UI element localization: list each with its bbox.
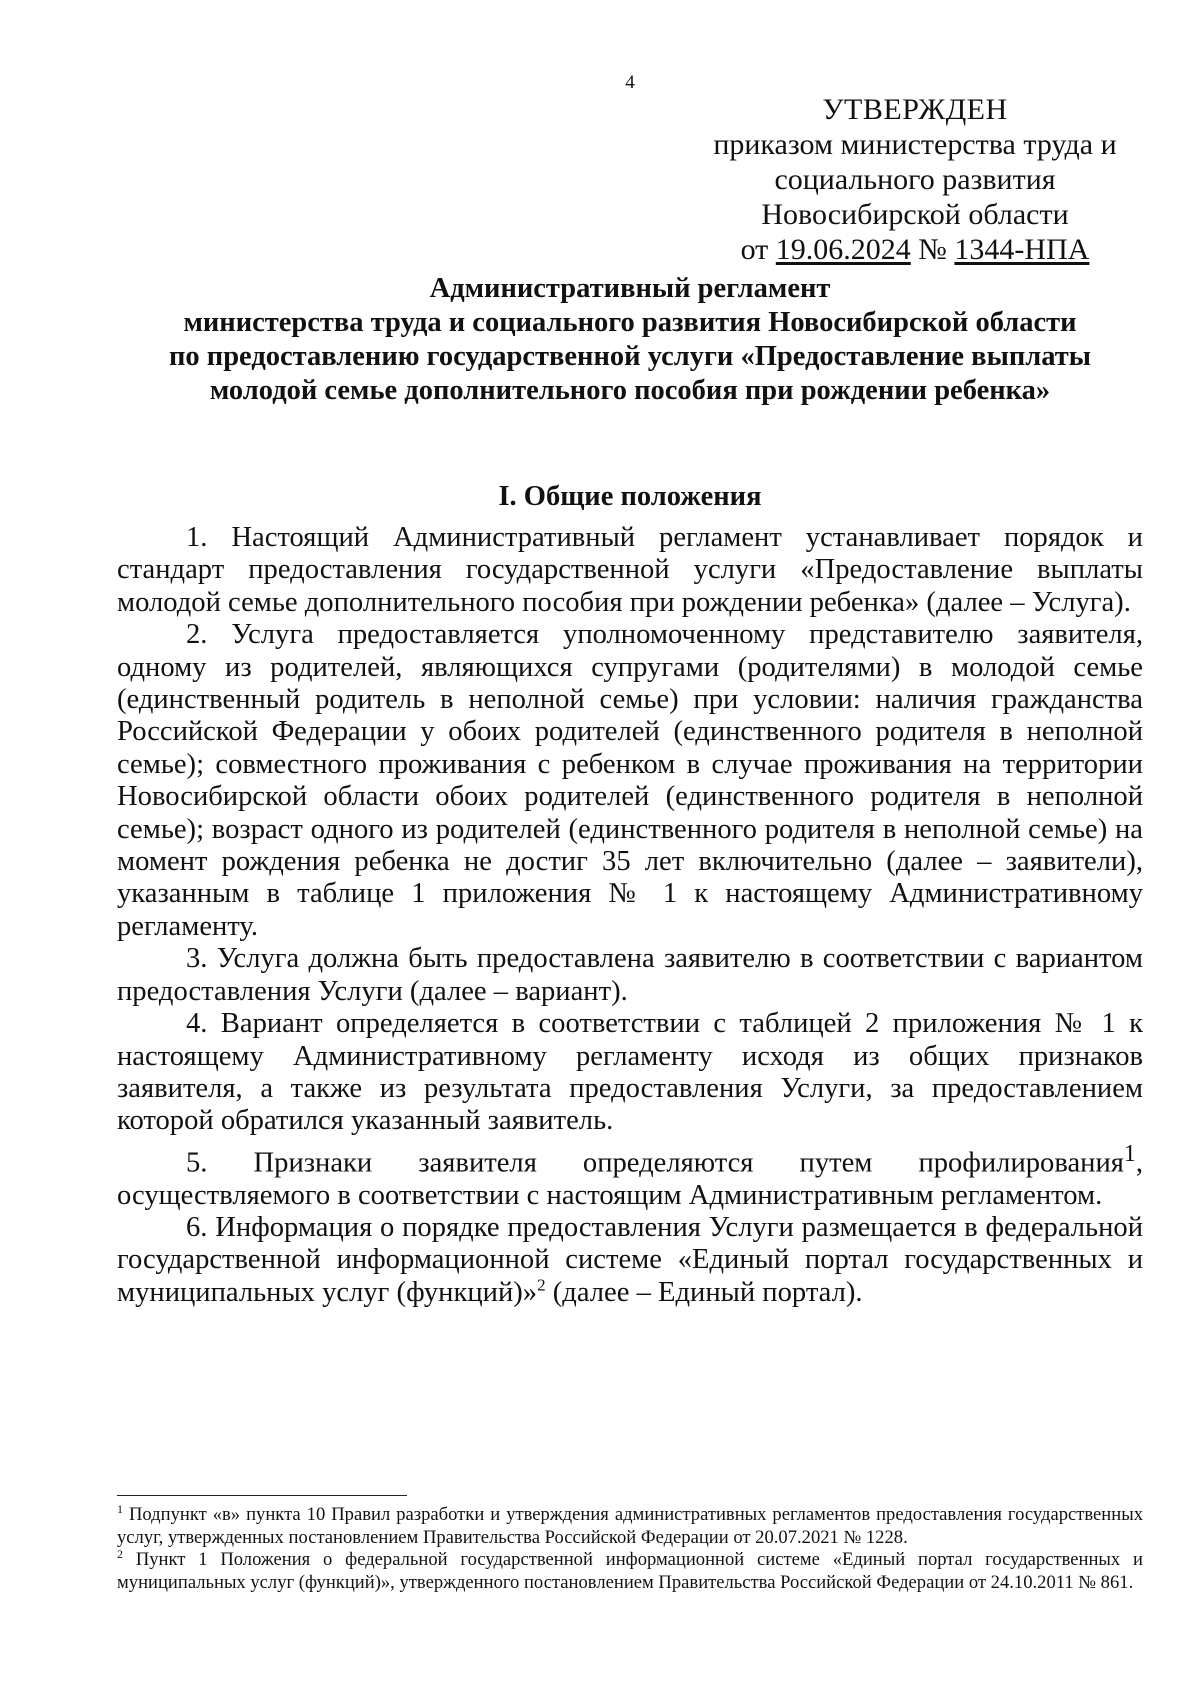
paragraph-4: 4. Вариант определяется в соответствии с таблицей 2 приложения № 1 к настоящему Административному регламенту исходя из общих признаков заявителя, а также из результата предоставления Услуги, за предоставлением которой обратился указанный заявитель. <box>117 1008 1143 1137</box>
page-number: 4 <box>625 72 635 93</box>
paragraph-5-line-2: осуществляемого в соответствии с настоящим Административным регламентом. <box>117 1179 1103 1211</box>
approval-block <box>690 92 1140 267</box>
approval-number: 1344-НПА <box>954 233 1090 266</box>
approval-date: 19.06.2024 <box>775 233 911 266</box>
paragraph-5-comma: , <box>1135 1147 1143 1179</box>
title-line-1: Административный регламент <box>429 273 831 304</box>
footnote-1 <box>117 1501 1143 1549</box>
title-line-3: по предоставлению государственной услуги «Предоставление выплаты <box>168 341 1091 372</box>
footnote-ref-2: 2 <box>537 1275 546 1295</box>
footnote-2 <box>117 1549 1143 1594</box>
paragraph-5-text: 5. Признаки заявителя определяются путем профилирования <box>186 1147 1124 1179</box>
footnote-2-text: Пункт 1 Положения о федеральной государственной информационной системе «Единый портал государственных и муниципальных услуг (функций)», утвержденного постановлением Правительства Российской Федерации от 24.10.2011 № 861. <box>117 1549 1143 1593</box>
footnote-separator <box>117 1495 407 1496</box>
approval-line-1: приказом министерства труда и <box>713 128 1117 161</box>
approval-heading: УТВЕРЖДЕН <box>822 93 1008 126</box>
paragraph-1: 1. Настоящий Административный регламент устанавливает порядок и стандарт предоставления государственной услуги «Предоставление выплаты молодой семье дополнительного пособия при рождении ребенка» (далее – Услуга). <box>117 522 1143 618</box>
approval-date-prefix: от <box>740 233 776 266</box>
paragraph-6-text: 6. Информация о порядке предоставления Услуги размещается в федеральной государственной информационной системе «Единый портал государственных и муниципальных услуг (функций)» <box>117 1212 1143 1308</box>
footnote-1-mark: 1 <box>117 1501 123 1516</box>
footnote-ref-1: 1 <box>1123 1140 1136 1167</box>
paragraph-6 <box>117 1212 1143 1309</box>
document-title <box>150 272 1110 408</box>
document-body <box>117 522 1143 1309</box>
footnote-2-mark: 2 <box>117 1547 123 1561</box>
footnote-1-text: Подпункт «в» пункта 10 Правил разработки и утверждения административных регламентов предоставления государственных услуг, утвержденных постановлением Правительства Российской Федерации от 20.07.2021 № 1228. <box>117 1504 1143 1548</box>
approval-line-3: Новосибирской области <box>761 198 1069 231</box>
footnotes <box>117 1501 1143 1594</box>
paragraph-5-line-1 <box>117 1138 1143 1180</box>
paragraph-2: 2. Услуга предоставляется уполномоченному представителю заявителя, одному из родителей, являющихся супругами (родителями) в молодой семье (единственный родитель в неполной семье) при условии: наличия гражданства Российской Федерации у обоих родителей (единственного родителя в неполной семье); совместного проживания с ребенком в случае проживания на территории Новосибирской области обоих родителей (единственного родителя в неполной семье); возраст одного из родителей (единственного родителя в неполной семье) на момент рождения ребенка не достиг 35 лет включительно (далее – заявители), указанным в таблице 1 приложения № 1 к настоящему Административному регламенту. <box>117 619 1143 942</box>
paragraph-3: 3. Услуга должна быть предоставлена заявителю в соответствии с вариантом предоставления Услуги (далее – вариант). <box>117 943 1143 1007</box>
title-line-2: министерства труда и социального развития Новосибирской области <box>183 307 1077 338</box>
approval-line-2: социального развития <box>774 163 1056 196</box>
approval-number-sign: № <box>910 233 955 266</box>
approval-date-line <box>690 232 1140 267</box>
title-line-4: молодой семье дополнительного пособия при рождении ребенка» <box>209 375 1051 406</box>
paragraph-6-tail: (далее – Единый портал). <box>545 1276 863 1308</box>
section-title: I. Общие положения <box>498 481 762 512</box>
